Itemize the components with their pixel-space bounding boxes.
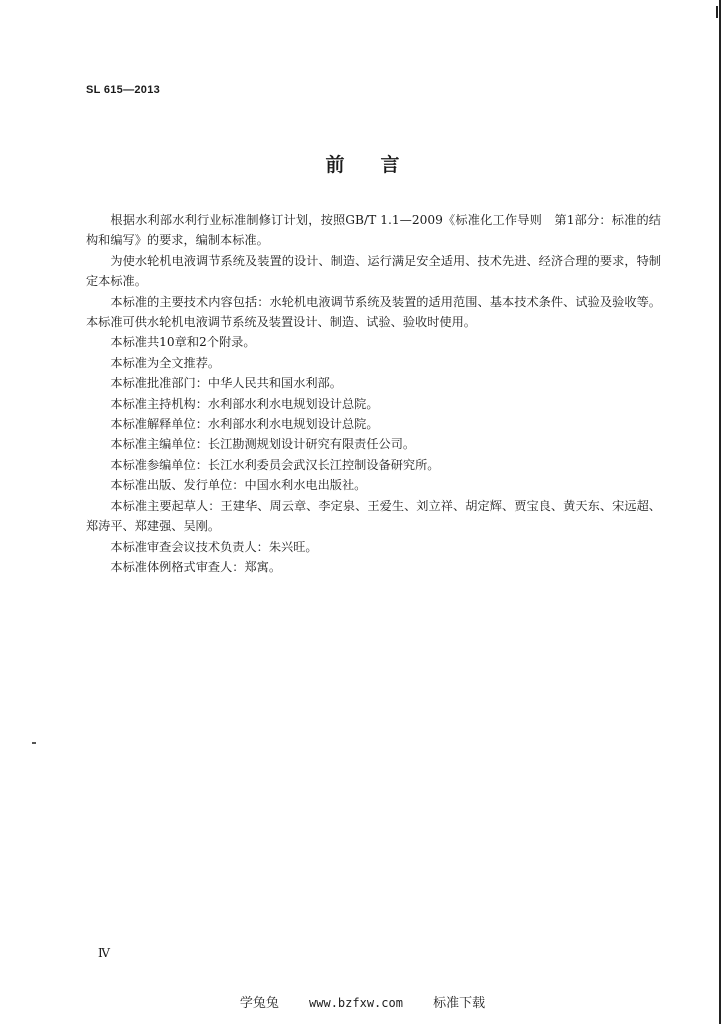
scan-mark [716, 6, 718, 18]
paragraph: 为使水轮机电液调节系统及装置的设计、制造、运行满足安全适用、技术先进、经济合理的要求，特制定本标准。 [86, 253, 661, 289]
paragraph: 本标准审查会议技术负责人：朱兴旺。 [110, 539, 318, 554]
paragraph: 本标准出版、发行单位：中国水利水电出版社。 [110, 478, 367, 493]
paragraph: 本标准为全文推荐。 [110, 355, 221, 370]
standard-code: SL 615—2013 [86, 84, 161, 96]
scan-speck [32, 742, 36, 744]
paragraph: 本标准批准部门：中华人民共和国水利部。 [110, 376, 342, 391]
paragraph: 本标准的主要技术内容包括：水轮机电液调节系统及装置的适用范围、基本技术条件、试验及验收等。本标准可供水轮机电液调节系统及装置设计、制造、试验、验收时使用。 [86, 294, 661, 330]
footer-tagline: 标准下载 [433, 996, 486, 1011]
footer [0, 992, 725, 1011]
footer-site-name: 学兔兔 [239, 996, 279, 1011]
paragraph: 本标准体例格式审查人：郑寓。 [110, 559, 282, 574]
paragraph: 本标准共10章和2个附录。 [110, 335, 256, 350]
paragraph: 本标准主要起草人：王建华、周云章、李定泉、王爱生、刘立祥、胡定辉、贾宝良、黄天东、宋远超、郑涛平、郑建强、吴刚。 [86, 498, 661, 534]
paragraph: 本标准解释单位：水利部水利水电规划设计总院。 [110, 417, 379, 432]
foreword-body [86, 210, 661, 577]
paragraph: 本标准主编单位：长江勘测规划设计研究有限责任公司。 [110, 437, 416, 452]
page-number: Ⅳ [98, 946, 110, 960]
paragraph: 本标准参编单位：长江水利委员会武汉长江控制设备研究所。 [110, 457, 440, 472]
footer-url[interactable]: www.bzfxw.com [309, 996, 403, 1010]
page-title: 前言 [325, 154, 436, 176]
paragraph: 本标准主持机构：水利部水利水电规划设计总院。 [110, 396, 379, 411]
paragraph: 根据水利部水利行业标准制修订计划，按照GB/T 1.1—2009《标准化工作导则 第1部分：标准的结构和编写》的要求，编制本标准。 [86, 213, 661, 248]
